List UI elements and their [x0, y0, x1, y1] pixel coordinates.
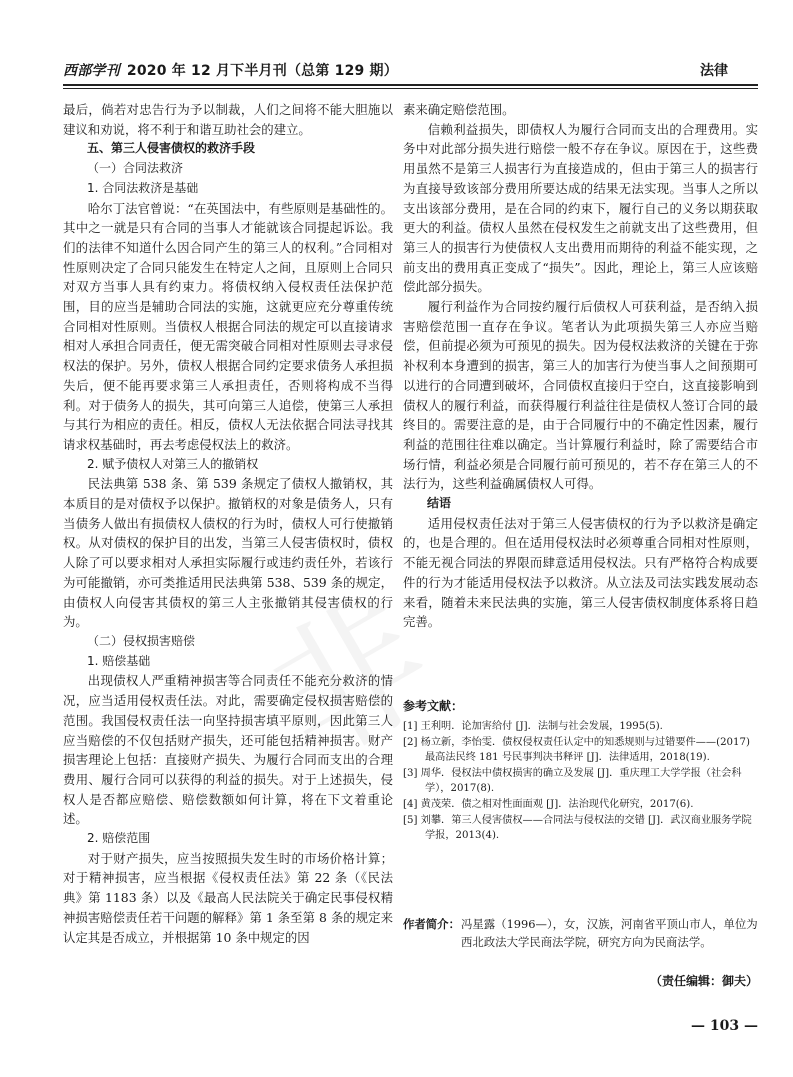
- issue-info: 2020 年 12 月下半月刊（总第 129 期）: [126, 63, 398, 79]
- subsection-heading: （二）侵权损害赔偿: [87, 633, 196, 648]
- references-section: [403, 697, 758, 844]
- subsection-heading: （一）合同法救济: [87, 161, 184, 176]
- body-paragraph: 最后，倘若对忠告行为予以制裁，人们之间将不能大胆施以建议和劝说，将不利于和谐互助社会的建立。: [63, 102, 393, 137]
- references-title: 参考文献：: [403, 699, 464, 713]
- body-paragraph: 适用侵权责任法对于第三人侵害债权的行为予以救济是确定的，也是合理的。但在适用侵权法时必须尊重合同相对性原则，不能无视合同法的界限而肆意适用侵权法。只有严格符合构成要件的行为才能适用侵权法予以救济。从立法及司法实践发展动态来看，随着未来民法典的实施，第三人侵害债权制度体系将日趋完善。: [403, 515, 758, 630]
- responsible-editor: （责任编辑：御夫）: [649, 974, 758, 988]
- subsection-heading: 1. 赔偿基础: [87, 653, 151, 668]
- subsection-heading: 1. 合同法救济是基础: [87, 180, 199, 195]
- author-text: 冯星露（1996—），女，汉族，河南省平顶山市人，单位为西北政法大学民商法学院，研究方向为民商法学。: [461, 917, 758, 949]
- subsection-heading: 2. 赋予债权人对第三人的撤销权: [87, 456, 259, 471]
- author-label: 作者简介：: [403, 917, 460, 931]
- body-paragraph: 素来确定赔偿范围。: [403, 102, 515, 117]
- right-column: [403, 100, 758, 632]
- page-header: [0, 52, 793, 86]
- references-list: [403, 719, 758, 844]
- header-rule-thin: [63, 88, 758, 89]
- left-column: [63, 100, 393, 947]
- body-paragraph: 信赖利益损失，即债权人为履行合同而支出的合理费用。实务中对此部分损失进行赔偿一般不存在争议。原因在于，这些费用虽然不是第三人损害行为直接造成的，但由于第三人的损害行为直接导致该部分费用所要达成的结果无法实现。当事人之所以支出该部分费用，是在合同的约束下，履行自己的义务以期获取更大的利益。债权人虽然在侵权发生之前就支出了这些费用，但第三人的损害行为使债权人支出费用而期待的利益不能实现，之前支出的费用真正变成了“损失”。因此，理论上，第三人应该赔偿此部分损失。: [403, 121, 758, 295]
- section-heading: 五、第三人侵害债权的救济手段: [87, 141, 256, 156]
- body-paragraph: 出现债权人严重精神损害等合同责任不能充分救济的情况，应当适用侵权责任法。对此，需要确定侵权损害赔偿的范围。我国侵权责任法一向坚持损害填平原则，因此第三人应当赔偿的不仅包括财产损失，还可能包括精神损害。财产损害理论上包括：直接财产损失、为履行合同而支出的合理费用、履行合同可以获得的利益的损失。对于上述损失，侵权人是否都应赔偿、赔偿数额如何计算，将在下文着重论述。: [63, 673, 393, 827]
- body-paragraph: 履行利益作为合同按约履行后债权人可获利益，是否纳入损害赔偿范围一直存在争议。笔者认为此项损失第三人亦应当赔偿，但前提必须为可预见的损失。因为侵权法救济的关键在于弥补权利本身遭到的损害，第三人的加害行为使当事人之间预期可以进行的合同遭到破坏，合同债权直接归于空白，这直接影响到债权人的履行利益，而获得履行利益往往是债权人签订合同的最终目的。需要注意的是，由于合同履行中的不确定性因素，履行利益的范围往往难以确定。当计算履行利益时，除了需要结合市场行情，利益必须是合同履行前可预见的，若不存在第三人的不法行为，这些利益确属债权人可得。: [403, 299, 758, 492]
- section-label: 法律: [700, 63, 728, 79]
- conclusion-heading: 结语: [427, 496, 452, 511]
- header-rule-thick: [63, 84, 758, 86]
- journal-masthead: [63, 60, 398, 80]
- reference-item: [5] 刘攀．第三人侵害债权——合同法与侵权法的交错 [J]．武汉商业服务学院学报，2013(4).: [403, 814, 752, 842]
- author-bio: [403, 915, 758, 951]
- body-paragraph: 对于财产损失，应当按照损失发生时的市场价格计算；对于精神损害，应当根据《侵权责任法》第 22 条（《民法典》第 1183 条）以及《最高人民法院关于确定民事侵权精神损害赔偿责任若干问题的解释》第 1 条至第 8 条的规定来认定其是否成立，并根据第 10 条中规定的因: [63, 850, 393, 945]
- reference-item: [4] 黄茂荣．债之相对性面面观 [J]．法治现代化研究，2017(6).: [403, 798, 694, 810]
- page-number: — 103 —: [691, 1018, 758, 1034]
- subsection-heading: 2. 赔偿范围: [87, 831, 151, 846]
- reference-item: [1] 王利明．论加害给付 [J]．法制与社会发展，1995(5).: [403, 721, 663, 732]
- journal-logo: 西部学刊: [63, 63, 120, 79]
- reference-item: [3] 周华．侵权法中债权损害的确立及发展 [J]．重庆理工大学学报（社会科学），2017(8).: [403, 767, 742, 795]
- body-paragraph: 民法典第 538 条、第 539 条规定了债权人撤销权，其本质目的是对债权予以保护。撤销权的对象是债务人，只有当债务人做出有损债权人债权的行为时，债权人可行使撤销权。从对债权的保护目的出发，当第三人侵害债权时，债权人除了可以要求相对人承担实际履行或违约责任外，若该行为可能撤销，亦可类推适用民法典第 538、539 条的规定，由债权人向侵害其债权的第三人主张撤销其侵害债权的行为。: [63, 476, 393, 630]
- body-paragraph: 哈尔丁法官曾说：“在英国法中，有些原则是基础性的。其中之一就是只有合同的当事人才能就该合同提起诉讼。我们的法律不知道什么因合同产生的第三人的权利。”合同相对性原则决定了合同只能发生在特定人之间，且原则上合同只对双方当事人具有约束力。将债权纳入侵权责任法保护范围，目的应当是辅助合同法的实施，这就更应充分尊重传统合同相对性原则。当债权人根据合同法的规定可以直接请求相对人承担合同责任，便无需突破合同相对性原则去寻求侵权法的保护。另外，债权人根据合同约定要求债务人承担损失后，便不能再要求第三人承担责任，否则将构成不当得利。对于债务人的损失，其可向第三人追偿，使第三人承担与其行为相应的责任。相反，债权人无法依据合同法寻找其请求权基础时，再去考虑侵权法上的救济。: [63, 200, 393, 452]
- reference-item: [2] 杨立新，李怡雯．债权侵权责任认定中的知悉规则与过错要件——(2017) 最高法民终 181 号民事判决书释评 [J]．法律适用，2018(19).: [403, 736, 750, 764]
